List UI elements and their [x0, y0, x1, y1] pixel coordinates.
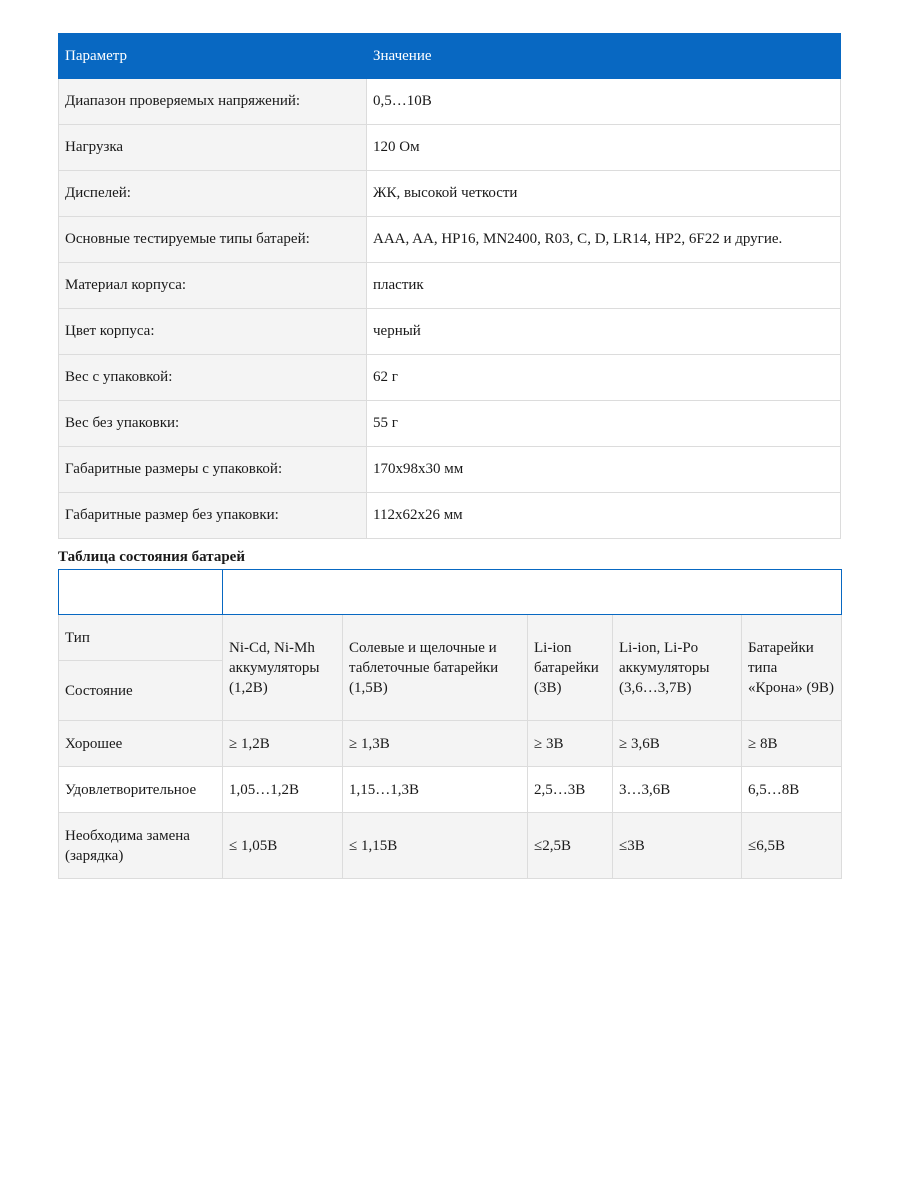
voltage-cell: 1,05…1,2В — [223, 767, 343, 813]
table-row — [59, 79, 841, 125]
header-value-cell: Значение — [367, 34, 841, 79]
state-label-cell: Состояние — [59, 661, 223, 721]
voltage-cell: ≤2,5В — [528, 813, 613, 879]
voltage-cell: 6,5…8В — [742, 767, 842, 813]
param-cell: Диапазон проверяемых напряжений: — [59, 79, 367, 125]
value-cell: 170x98x30 мм — [367, 447, 841, 493]
param-cell: Диспелей: — [59, 171, 367, 217]
value-cell: ЖК, высокой четкости — [367, 171, 841, 217]
voltage-cell: ≤6,5В — [742, 813, 842, 879]
header-param-cell: Параметр — [59, 570, 223, 615]
table-row — [59, 401, 841, 447]
value-cell: 112x62x26 мм — [367, 493, 841, 539]
value-cell: 0,5…10В — [367, 79, 841, 125]
param-cell: Материал корпуса: — [59, 263, 367, 309]
value-cell: черный — [367, 309, 841, 355]
table-row — [59, 813, 842, 879]
table-row — [59, 767, 842, 813]
table-row — [59, 217, 841, 263]
value-cell: AAA, AA, HP16, MN2400, R03, C, D, LR14, HP2, 6F22 и другие. — [367, 217, 841, 263]
battery-type-row — [59, 615, 842, 661]
type-label-cell: Тип — [59, 615, 223, 661]
header-param-cell: Параметр — [59, 34, 367, 79]
voltage-cell: ≥ 8В — [742, 721, 842, 767]
value-cell: 120 Ом — [367, 125, 841, 171]
param-cell: Основные тестируемые типы батарей: — [59, 217, 367, 263]
battery-state-table — [58, 569, 842, 879]
value-cell: пластик — [367, 263, 841, 309]
header-value-cell: Значение — [223, 570, 842, 615]
battery-type-cell: Солевые и щелочные и таблеточные батарейки (1,5В) — [343, 615, 528, 721]
voltage-cell: ≥ 3,6В — [613, 721, 742, 767]
state-cell: Необходима замена (зарядка) — [59, 813, 223, 879]
table-row — [59, 721, 842, 767]
battery-type-cell: Батарейки типа «Крона» (9В) — [742, 615, 842, 721]
table-row — [59, 355, 841, 401]
param-cell: Вес с упаковкой: — [59, 355, 367, 401]
table-row — [59, 309, 841, 355]
battery-type-cell: Ni-Cd, Ni-Mh аккумуляторы (1,2В) — [223, 615, 343, 721]
voltage-cell: ≥ 1,3В — [343, 721, 528, 767]
param-cell: Вес без упаковки: — [59, 401, 367, 447]
battery-table-title: Таблица состояния батарей — [58, 549, 245, 565]
table-row — [59, 263, 841, 309]
state-cell: Удовлетворительное — [59, 767, 223, 813]
value-cell: 55 г — [367, 401, 841, 447]
param-cell: Цвет корпуса: — [59, 309, 367, 355]
voltage-cell: 2,5…3В — [528, 767, 613, 813]
table-row — [59, 493, 841, 539]
voltage-cell: ≤ 1,05В — [223, 813, 343, 879]
table-row — [59, 125, 841, 171]
voltage-cell: 3…3,6В — [613, 767, 742, 813]
voltage-cell: ≥ 3В — [528, 721, 613, 767]
voltage-cell: ≤ 1,15В — [343, 813, 528, 879]
voltage-cell: 1,15…1,3В — [343, 767, 528, 813]
battery-type-cell: Li-ion батарейки (3В) — [528, 615, 613, 721]
param-cell: Габаритные размеры с упаковкой: — [59, 447, 367, 493]
param-cell: Нагрузка — [59, 125, 367, 171]
table-row — [59, 447, 841, 493]
value-cell: 62 г — [367, 355, 841, 401]
voltage-cell: ≤3В — [613, 813, 742, 879]
specifications-header-row — [59, 34, 841, 79]
table-row — [59, 171, 841, 217]
battery-type-cell: Li-ion, Li-Po аккумуляторы (3,6…3,7В) — [613, 615, 742, 721]
state-cell: Хорошее — [59, 721, 223, 767]
param-cell: Габаритные размер без упаковки: — [59, 493, 367, 539]
voltage-cell: ≥ 1,2В — [223, 721, 343, 767]
battery-header-row — [59, 570, 842, 615]
specifications-table — [58, 33, 841, 539]
